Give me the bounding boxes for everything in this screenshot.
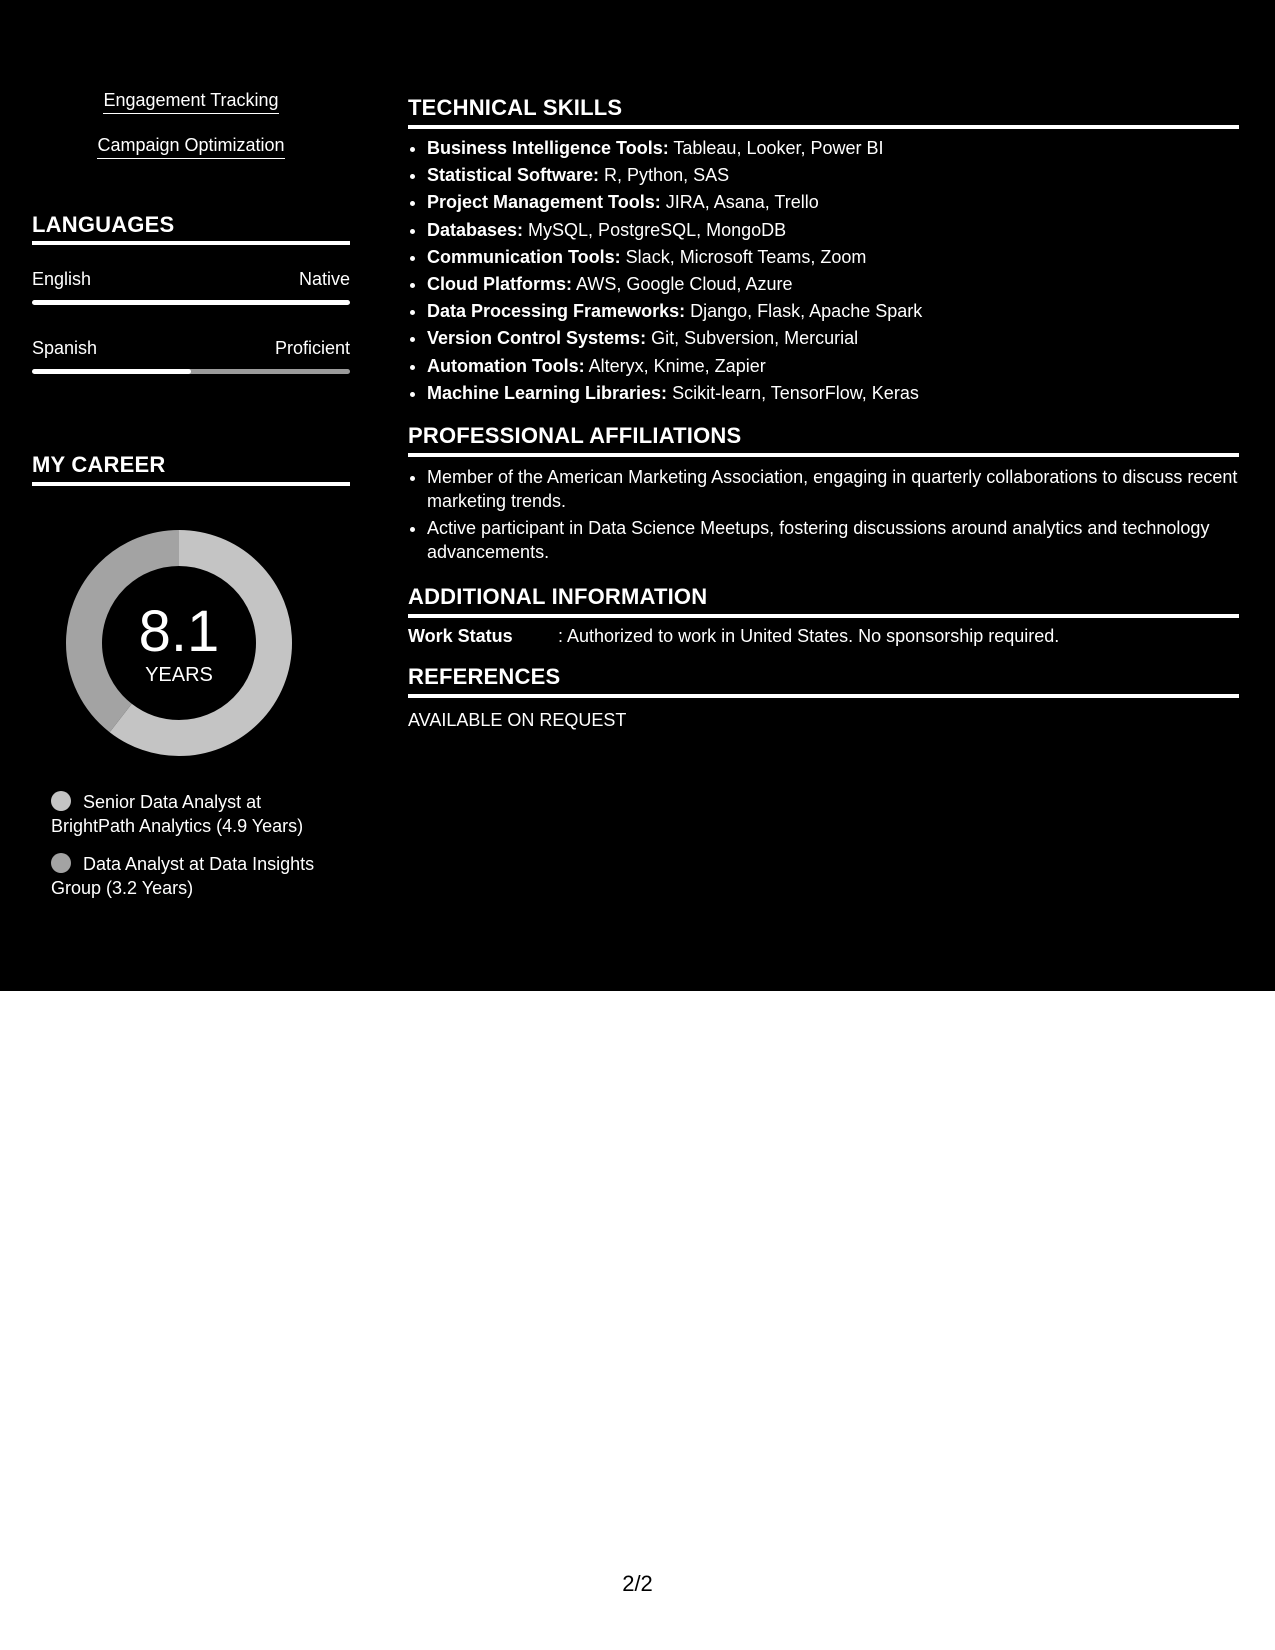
affiliation-item: • Member of the American Marketing Association, engaging in quarterly collaborations to discuss recent marketing trends.	[427, 465, 1240, 513]
references-text: AVAILABLE ON REQUEST	[408, 710, 627, 730]
language-name: Spanish	[32, 338, 98, 358]
career-heading: MY CAREER	[32, 452, 166, 477]
skill-category: Machine Learning Libraries:	[427, 382, 668, 403]
language-name: English	[32, 269, 92, 289]
affiliation-item: • Active participant in Data Science Meetups, fostering discussions around analytics and technology advancements.	[427, 516, 1240, 564]
technical-skills-heading: TECHNICAL SKILLS	[408, 95, 623, 120]
page-number: 2/2	[622, 1571, 653, 1596]
skill-item	[427, 217, 1240, 244]
skill-category: Business Intelligence Tools:	[427, 138, 669, 158]
career-donut-center	[66, 530, 292, 756]
skill-item	[427, 298, 1240, 325]
skill-category: Cloud Platforms:	[427, 273, 573, 294]
skill-item	[427, 380, 1240, 407]
skill-tag-engagement-tracking	[0, 88, 382, 114]
references-divider	[408, 694, 1239, 698]
career-donut-chart	[66, 530, 292, 756]
additional-info-heading: ADDITIONAL INFORMATION	[408, 584, 708, 609]
career-item-data-analyst	[51, 852, 341, 900]
skill-category: Databases:	[427, 219, 524, 240]
skill-category: Automation Tools:	[427, 355, 585, 376]
affiliations-list	[408, 465, 1240, 567]
skill-item	[427, 162, 1240, 189]
career-divider	[32, 482, 350, 486]
career-legend-dot	[51, 853, 71, 873]
work-status-row	[408, 624, 1240, 648]
skill-values: R, Python, SAS	[599, 165, 730, 186]
skill-category: Project Management Tools:	[427, 192, 661, 213]
career-item-text: Data Analyst at Data Insights Group (3.2 Years)	[51, 854, 315, 898]
language-bar-fill	[32, 300, 350, 305]
skill-item	[427, 353, 1240, 380]
affiliations-divider	[408, 453, 1239, 457]
language-bar-fill	[32, 369, 191, 374]
languages-heading: LANGUAGES	[32, 212, 175, 237]
skill-values: Scikit-learn, TensorFlow, Keras	[667, 382, 919, 403]
work-status-label: Work Status	[408, 626, 513, 646]
language-level: Proficient	[274, 338, 350, 358]
additional-info-divider	[408, 614, 1239, 618]
languages-divider	[32, 241, 350, 245]
skill-category: Data Processing Frameworks:	[427, 301, 686, 322]
career-total-years: 8.1	[138, 599, 220, 664]
skill-category: Version Control Systems:	[427, 328, 647, 349]
career-item-text: Senior Data Analyst at BrightPath Analytics (4.9 Years)	[51, 792, 304, 836]
skill-tag-campaign-optimization	[0, 133, 382, 159]
skill-item	[427, 271, 1240, 298]
language-bar-english	[32, 300, 350, 305]
technical-skills-list	[408, 135, 1240, 407]
skill-item	[427, 135, 1240, 162]
skill-values: Git, Subversion, Mercurial	[646, 328, 859, 349]
skill-values: MySQL, PostgreSQL, MongoDB	[523, 219, 787, 240]
skill-values: AWS, Google Cloud, Azure	[572, 273, 793, 294]
sidebar	[0, 0, 382, 991]
affiliations-heading: PROFESSIONAL AFFILIATIONS	[408, 423, 742, 448]
references-heading: REFERENCES	[408, 664, 561, 689]
career-years-unit: YEARS	[145, 664, 213, 686]
work-status-value: : Authorized to work in United States. No sponsorship required.	[558, 626, 1060, 646]
technical-skills-divider	[408, 125, 1239, 129]
skill-values: Alteryx, Knime, Zapier	[584, 355, 766, 376]
skill-item	[427, 325, 1240, 352]
main-content	[408, 0, 1240, 991]
career-legend-dot	[51, 791, 71, 811]
career-item-senior-data-analyst	[51, 790, 341, 838]
language-row-spanish	[32, 337, 350, 359]
skill-values: Slack, Microsoft Teams, Zoom	[620, 246, 867, 267]
language-row-english	[32, 268, 350, 290]
language-bar-spanish	[32, 369, 350, 374]
skill-tag-label: Campaign Optimization	[97, 133, 284, 159]
skill-category: Statistical Software:	[427, 165, 600, 186]
skill-values: Django, Flask, Apache Spark	[685, 301, 923, 322]
language-level: Native	[298, 269, 350, 289]
skill-values: JIRA, Asana, Trello	[660, 192, 819, 213]
skill-tag-label: Engagement Tracking	[103, 88, 278, 114]
skill-category: Communication Tools:	[427, 246, 621, 267]
skill-item	[427, 244, 1240, 271]
skill-item	[427, 189, 1240, 216]
skill-values: Tableau, Looker, Power BI	[668, 138, 884, 158]
